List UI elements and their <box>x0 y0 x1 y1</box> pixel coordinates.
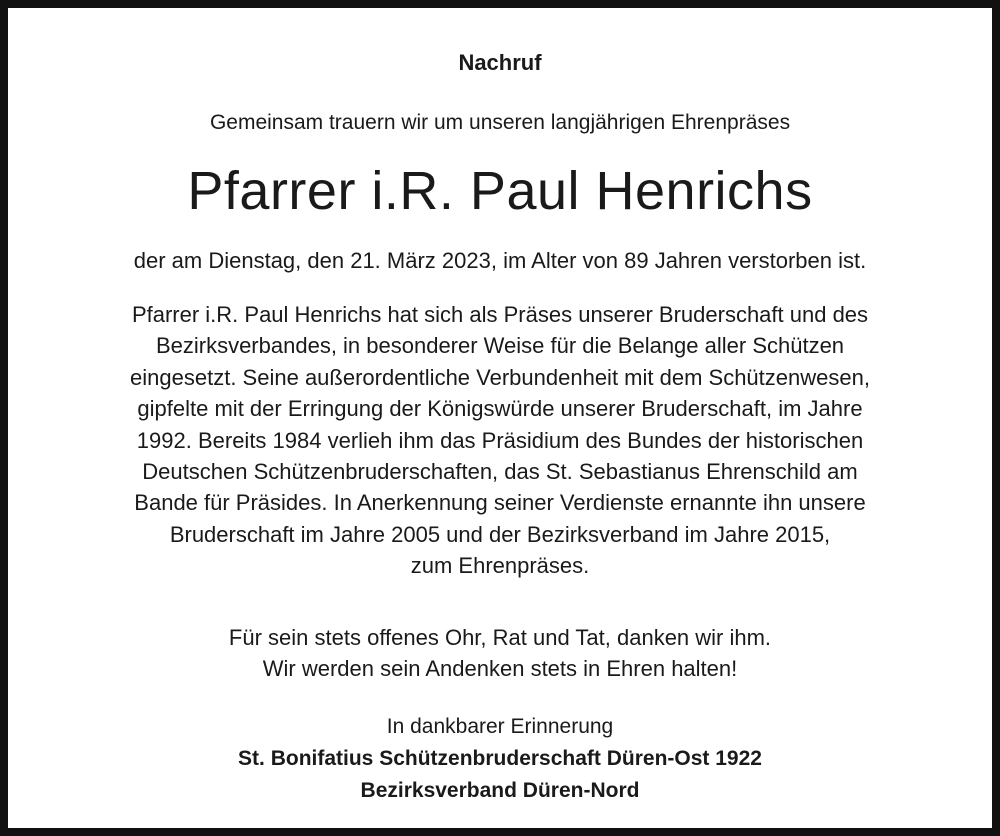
notice-heading: Nachruf <box>458 50 542 75</box>
biography-line: Deutschen Schützenbruderschaften, das St. Sebastianus Ehrenschild am <box>142 459 858 485</box>
biography-line: gipfelte mit der Erringung der Königswürde unserer Bruderschaft, im Jahre <box>137 396 863 422</box>
biography-line: eingesetzt. Seine außerordentliche Verbundenheit mit dem Schützenwesen, <box>130 364 870 390</box>
closing-phrase: In dankbarer Erinnerung <box>386 715 614 738</box>
biography-line: Bruderschaft im Jahre 2005 und der Bezirksverband im Jahre 2015, <box>169 521 831 547</box>
biography-line: Bande für Präsides. In Anerkennung seiner Verdienste ernannte ihn unsere <box>134 490 866 516</box>
deceased-name: Pfarrer i.R. Paul Henrichs <box>187 161 813 221</box>
thanks-paragraph <box>16 622 984 684</box>
biography-line: 1992. Bereits 1984 verlieh ihm das Präsidium des Bundes der historischen <box>136 427 864 453</box>
thanks-line: Für sein stets offenes Ohr, Rat und Tat, danken wir ihm. <box>228 625 772 650</box>
organization-name: Bezirksverband Düren-Nord <box>360 779 640 802</box>
intro-text: Gemeinsam trauern wir um unseren langjährigen Ehrenpräses <box>209 111 791 134</box>
biography-line: Pfarrer i.R. Paul Henrichs hat sich als Präses unserer Bruderschaft und des <box>131 302 869 327</box>
thanks-line: Wir werden sein Andenken stets in Ehren halten! <box>262 656 738 681</box>
signoff-block <box>16 711 984 807</box>
death-date-line: der am Dienstag, den 21. März 2023, im Alter von 89 Jahren verstorben ist. <box>133 248 867 273</box>
biography-line: Bezirksverbandes, in besonderer Weise für die Belange aller Schützen <box>155 333 845 359</box>
biography-paragraph <box>16 299 984 582</box>
biography-line: zum Ehrenpräses. <box>410 553 590 579</box>
organization-name: St. Bonifatius Schützenbruderschaft Düren-Ost 1922 <box>238 747 762 770</box>
